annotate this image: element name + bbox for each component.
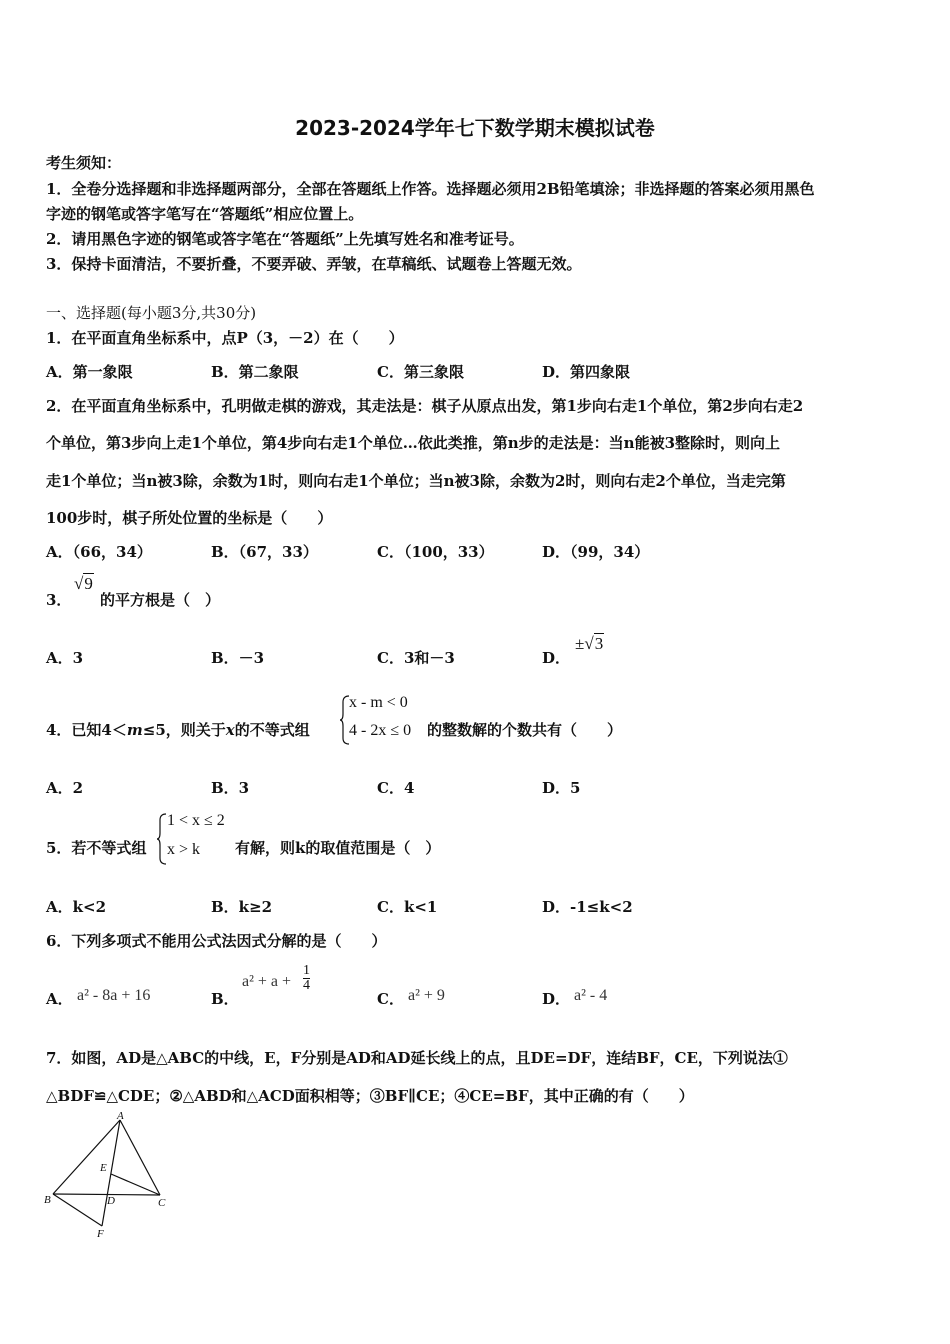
q5-option-c[interactable]: C．k<1 bbox=[377, 898, 438, 916]
q3-option-a[interactable]: A．3 bbox=[46, 649, 84, 667]
q6-stem: 6．下列多项式不能用公式法因式分解的是（ ） bbox=[46, 932, 387, 950]
q2-option-a[interactable]: A．（66，34） bbox=[46, 543, 152, 561]
q6-option-a-expr: a² - 8a + 16 bbox=[77, 987, 151, 1004]
q1-option-d[interactable]: D．第四象限 bbox=[542, 363, 631, 381]
segment-ce bbox=[111, 1174, 160, 1195]
vertex-label-b: B bbox=[44, 1194, 51, 1206]
q4-option-a[interactable]: A．2 bbox=[46, 779, 84, 797]
q4-system-line-1: x - m < 0 bbox=[349, 694, 408, 711]
edge-ab bbox=[53, 1120, 120, 1194]
q4-option-b[interactable]: B．3 bbox=[211, 779, 250, 797]
q6-option-a[interactable]: A． bbox=[46, 990, 73, 1008]
q4-var-m: m bbox=[126, 721, 143, 739]
q2-option-c[interactable]: C．（100，33） bbox=[377, 543, 494, 561]
q6-option-b-fraction bbox=[303, 964, 310, 993]
q3-radicand: 9 bbox=[84, 574, 93, 593]
q3-option-d-radicand: 3 bbox=[594, 634, 604, 653]
q3-option-c[interactable]: C．3和－3 bbox=[377, 649, 455, 667]
q5-prefix: 5．若不等式组 bbox=[46, 839, 147, 857]
q5-option-b[interactable]: B．k≥2 bbox=[211, 898, 273, 916]
q3-suffix: 的平方根是（ ） bbox=[100, 591, 221, 609]
q3-option-d[interactable]: D． bbox=[542, 649, 571, 667]
q6-option-b-expr bbox=[242, 973, 291, 991]
notice-item-2: 2．请用黑色字迹的钢笔或答字笔在“答题纸”上先填写姓名和准考证号。 bbox=[46, 230, 524, 248]
point-label-e: E bbox=[100, 1162, 107, 1174]
q3-prefix: 3． bbox=[46, 591, 72, 609]
q7-line-1: 7．如图，AD是△ABC的中线，E，F分别是AD和AD延长线上的点，且DE=DF，连结BF，CE，下列说法① bbox=[46, 1049, 788, 1067]
q4-system-line-2: 4 - 2x ≤ 0 bbox=[349, 722, 412, 739]
section-1-heading: 一、选择题(每小题3分,共30分) bbox=[46, 304, 257, 322]
q1-option-c[interactable]: C．第三象限 bbox=[377, 363, 464, 381]
q2-line-2: 个单位，第3步向上走1个单位，第4步向右走1个单位…依此类推，第n步的走法是：当n能被3整除时，则向上 bbox=[46, 434, 781, 452]
notice-heading: 考生须知： bbox=[46, 154, 122, 172]
q6-option-b[interactable]: B． bbox=[211, 990, 239, 1008]
notice-item-3: 3．保持卡面清洁，不要折叠，不要弄破、弄皱，在草稿纸、试题卷上答题无效。 bbox=[46, 255, 582, 273]
vertex-label-c: C bbox=[158, 1197, 166, 1209]
segment-bf bbox=[53, 1194, 102, 1226]
q1-option-b[interactable]: B．第二象限 bbox=[211, 363, 299, 381]
q6-option-c-expr: a² + 9 bbox=[408, 987, 445, 1004]
q6-option-c[interactable]: C． bbox=[377, 990, 404, 1008]
point-label-f: F bbox=[97, 1228, 104, 1240]
fraction-numerator: 1 bbox=[303, 963, 310, 978]
q5-system-line-2: x > k bbox=[167, 841, 201, 858]
q7-figure bbox=[40, 1110, 170, 1242]
q5-option-a[interactable]: A．k<2 bbox=[46, 898, 107, 916]
q5-option-d[interactable]: D．-1≤k<2 bbox=[542, 898, 633, 916]
q6-option-d[interactable]: D． bbox=[542, 990, 571, 1008]
q4-mid2: 的不等式组 bbox=[234, 721, 310, 739]
q2-option-b[interactable]: B．（67，33） bbox=[211, 543, 318, 561]
plus-minus: ± bbox=[575, 634, 585, 653]
q6-option-b-main: a² + a + bbox=[242, 973, 292, 990]
q3-option-d-value bbox=[575, 634, 604, 654]
fraction-denominator: 4 bbox=[303, 978, 310, 993]
q7-line-2: △BDF≌△CDE；②△ABD和△ACD面积相等；③BF∥CE；④CE=BF，其中正确的有（ ） bbox=[46, 1087, 694, 1105]
edge-ac bbox=[120, 1120, 160, 1195]
q5-system-line-1: 1 < x ≤ 2 bbox=[167, 812, 225, 829]
q4-option-c[interactable]: C．4 bbox=[377, 779, 415, 797]
q2-line-1: 2．在平面直角坐标系中，孔明做走棋的游戏，其走法是：棋子从原点出发，第1步向右走1个单位，第2步向右走2 bbox=[46, 397, 804, 415]
q4-stem bbox=[46, 719, 310, 740]
sqrt-icon: √ bbox=[584, 634, 594, 653]
notice-item-1-line-1: 1．全卷分选择题和非选择题两部分，全部在答题纸上作答。选择题必须用2B铅笔填涂；非选择题的答案必须用黑色 bbox=[46, 180, 815, 198]
q5-suffix: 有解，则k的取值范围是（ ） bbox=[235, 839, 441, 857]
q4-option-d[interactable]: D．5 bbox=[542, 779, 581, 797]
q1-stem: 1．在平面直角坐标系中，点P（3，－2）在（ ） bbox=[46, 329, 404, 347]
q4-prefix: 4．已知4＜ bbox=[46, 721, 127, 739]
q3-sqrt bbox=[74, 574, 94, 594]
q4-suffix: 的整数解的个数共有（ ） bbox=[427, 721, 623, 739]
q2-line-3: 走1个单位；当n被3除，余数为1时，则向右走1个单位；当n被3除，余数为2时，则向右走2个单位，当走完第 bbox=[46, 472, 786, 490]
point-label-d: D bbox=[107, 1195, 115, 1207]
sqrt-icon: √ bbox=[74, 574, 84, 593]
q6-option-d-expr: a² - 4 bbox=[574, 987, 608, 1004]
notice-item-1-line-2: 字迹的钢笔或答字笔写在“答题纸”相应位置上。 bbox=[46, 205, 364, 223]
q4-var-x: x bbox=[225, 721, 235, 739]
q2-option-d[interactable]: D．（99，34） bbox=[542, 543, 650, 561]
q1-option-a[interactable]: A．第一象限 bbox=[46, 363, 133, 381]
vertex-label-a: A bbox=[117, 1110, 124, 1122]
page-title: 2023-2024学年七下数学期末模拟试卷 bbox=[295, 116, 655, 140]
q2-line-4: 100步时，棋子所处位置的坐标是（ ） bbox=[46, 509, 333, 527]
q4-mid: ≤5，则关于 bbox=[142, 721, 226, 739]
q3-option-b[interactable]: B．－3 bbox=[211, 649, 265, 667]
